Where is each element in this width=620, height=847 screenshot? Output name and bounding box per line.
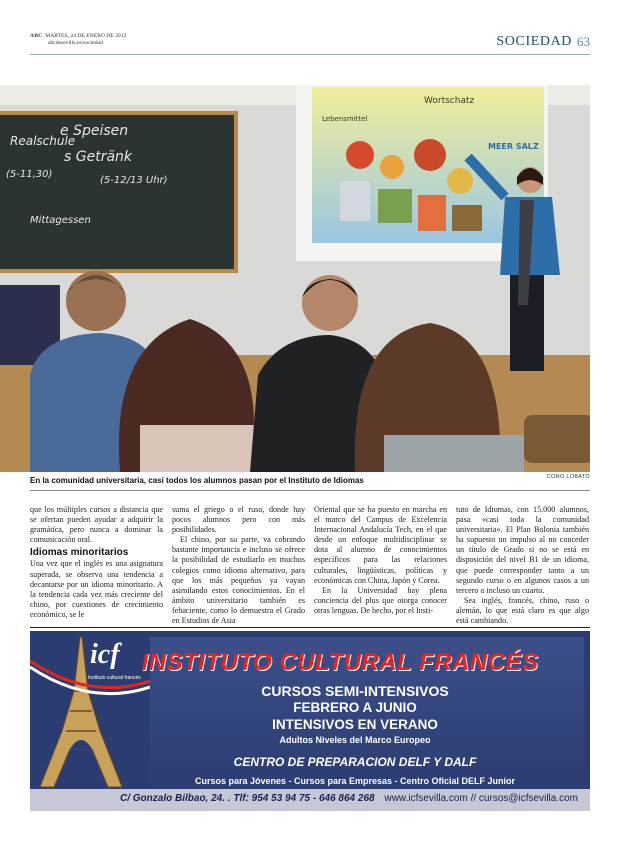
caption-divider <box>30 490 590 491</box>
ad-footer <box>30 789 590 811</box>
advertisement[interactable] <box>30 631 590 811</box>
paragraph: Una vez que el inglés es una asignatura superada, se observa una tendencia a decantarse por un idioma minoritario. A la tendencia cada vez más creciente del chino, por cuestiones de crecimiento económico, se le <box>30 559 163 619</box>
icf-logo-subtitle: Instituto cultural francés <box>88 675 141 681</box>
ad-website-link[interactable]: www.icfsevilla.com // cursos@icfsevilla.com <box>384 793 578 804</box>
svg-text:Mittagessen: Mittagessen <box>30 215 91 226</box>
photo-credit: CORO LOBATO <box>546 474 590 480</box>
article-column-1 <box>30 505 163 620</box>
classroom-illustration <box>0 85 590 472</box>
ad-title: INSTITUTO CULTURAL FRANCÉS <box>141 649 539 676</box>
ad-line-5: CENTRO DE PREPARACION DELF Y DALF <box>233 755 477 769</box>
header-divider <box>30 54 590 55</box>
ad-line-1: CURSOS SEMI-INTENSIVOS <box>261 683 449 699</box>
issue-date: MARTES, 24 DE ENERO DE 2012 <box>45 33 127 39</box>
ad-address: C/ Gonzalo Bilbao, 24. . Tlf: 954 53 94 75 - 646 864 268 <box>120 793 375 804</box>
screen-tag: MEER SALZ <box>488 142 539 151</box>
article-photo <box>0 85 590 472</box>
section-url[interactable]: abcdesevilla.es/sociedad <box>48 40 103 46</box>
svg-text:Realschule: Realschule <box>10 134 76 148</box>
screen-subtitle: Lebensmittel <box>322 115 368 123</box>
svg-text:s Getränk: s Getränk <box>64 149 133 165</box>
paragraph: En la Universidad hay plena conciencia del plus que otorga conocer otras lenguas. De hecho, por el Insti- <box>314 585 447 615</box>
header-info <box>30 33 126 47</box>
article-column-3 <box>314 505 447 616</box>
paragraph: El chino, por su parte, va cobrando bastante importancia e incluso se ofrece la posibilidad de estudiarlo en muchos colegios como idioma alternativo, para que los más pequeños ya vayan asimilando estos conocimientos. En el ámbito universitario también es fehaciente, como lo demuestra el Grado en Estudios de Asia <box>172 535 305 626</box>
article-column-2 <box>172 505 305 626</box>
ad-line-3: INTENSIVOS EN VERANO <box>272 717 438 732</box>
page-header <box>30 33 590 55</box>
section-title: SOCIEDAD <box>496 34 572 49</box>
screen-title: Wortschatz <box>424 96 475 106</box>
svg-text:e Speisen: e Speisen <box>60 123 129 139</box>
paper-name: ABC <box>30 33 43 39</box>
ad-line-4: Adultos Niveles del Marco Europeo <box>279 735 431 745</box>
svg-text:(5-11,30): (5-11,30) <box>6 169 53 180</box>
article-column-4 <box>456 505 589 626</box>
photo-caption: En la comunidad universitaria, casi todos los alumnos pasan por el Instituto de Idiomas <box>30 476 364 485</box>
paragraph: suma el griego o el ruso, donde hay pocos alumnos pero con más posibilidades. <box>172 505 305 535</box>
article-divider <box>30 627 590 628</box>
paragraph: que los múltiples cursos a distancia que se ofertan pueden ayudar a adquirir la gramática, pero nunca a dominar la comunicación oral. <box>30 505 163 545</box>
ad-line-6: Cursos para Jóvenes - Cursos para Empresas - Centro Oficial DELF Junior <box>194 776 516 786</box>
paragraph: Oriental que se ha puesto en marcha en el marco del Campus de Excelencia Internacional Andalucía Tech, en el que desde un enfoque multidisciplinar se dota al alumno de conocimientos específicos para las relaciones culturales, lingüísticas, políticas y económicas con China, Japón y Corea. <box>314 505 447 585</box>
ad-line-2: FEBRERO A JUNIO <box>293 700 417 715</box>
paragraph: Sea inglés, francés, chino, ruso o alemán, lo que está claro es que algo está cambiando. <box>456 595 589 626</box>
subheading: Idiomas minoritarios <box>30 547 129 559</box>
svg-text:(5-12/13 Uhr): (5-12/13 Uhr) <box>100 175 168 186</box>
page-number: 63 <box>577 34 590 49</box>
paragraph: tuto de Idiomas, con 15.000 alumnos, pasa «casi toda la comunidad universitaria». El Plan Bolonia también ha supuesto un impulso al no conceder un título de Grado si no se está en disposición del nivel B1 de un idioma, que puede corresponder tanto a un segundo curso o en algunos casos a un tercero o incluso un cuarto. <box>456 505 589 595</box>
icf-logo: icf <box>90 639 120 670</box>
